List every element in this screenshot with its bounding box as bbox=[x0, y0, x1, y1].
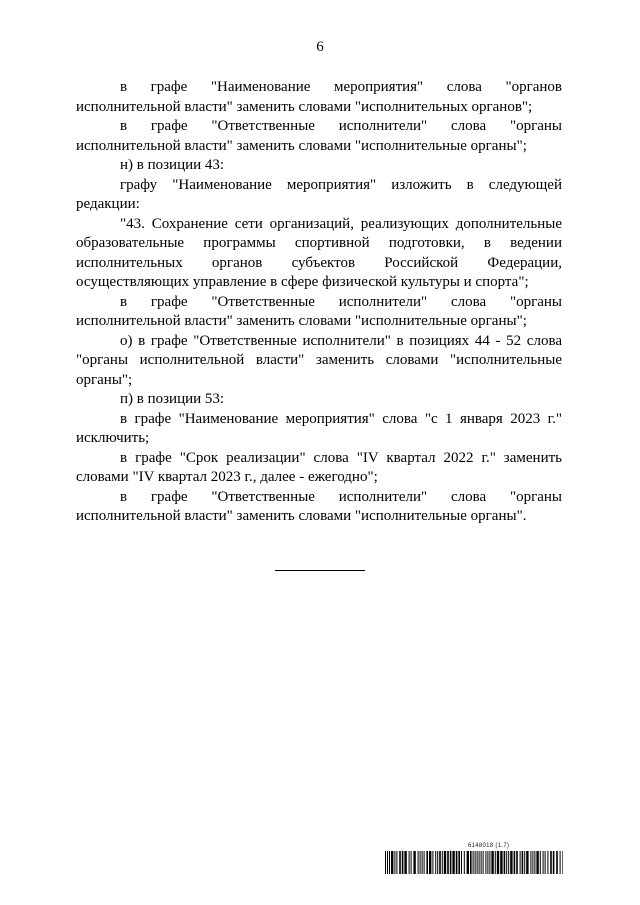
paragraph: графу "Наименование мероприятия" изложить в следующей редакции: bbox=[76, 176, 562, 212]
paragraph: п) в позиции 53: bbox=[120, 391, 225, 407]
paragraph: в графе "Ответственные исполнители" слова "органы исполнительной власти" заменить словами "исполнительные органы"; bbox=[76, 118, 562, 154]
page-number: 6 bbox=[316, 39, 324, 55]
paragraph: в графе "Наименование мероприятия" слова "органов исполнительной власти" заменить словами "исполнительных органов"; bbox=[76, 79, 562, 115]
barcode-image bbox=[385, 851, 563, 874]
paragraph: в графе "Срок реализации" слова "IV квартал 2022 г." заменить словами "IV квартал 2023 г., далее - ежегодно"; bbox=[76, 449, 562, 485]
paragraph: в графе "Наименование мероприятия" слова "с 1 января 2023 г." исключить; bbox=[76, 410, 562, 446]
paragraph: в графе "Ответственные исполнители" слова "органы исполнительной власти" заменить словами "исполнительные органы"; bbox=[76, 293, 562, 329]
paragraph: в графе "Ответственные исполнители" слова "органы исполнительной власти" заменить словами "исполнительные органы". bbox=[76, 488, 562, 524]
paragraph: н) в позиции 43: bbox=[120, 157, 225, 173]
paragraph: "43. Сохранение сети организаций, реализующих дополнительные образовательные программы спортивной подготовки, в ведении исполнительных органов субъектов Российской Федерации, осуществляющих управление в сфере физической культуры и спорта"; bbox=[76, 215, 562, 290]
end-separator-line bbox=[275, 570, 365, 571]
document-code: 6148018 (1.7) bbox=[468, 843, 510, 849]
document-body bbox=[76, 78, 562, 527]
paragraph: о) в графе "Ответственные исполнители" в позициях 44 - 52 слова "органы исполнительной власти" заменить словами "исполнительные органы"; bbox=[76, 332, 562, 388]
